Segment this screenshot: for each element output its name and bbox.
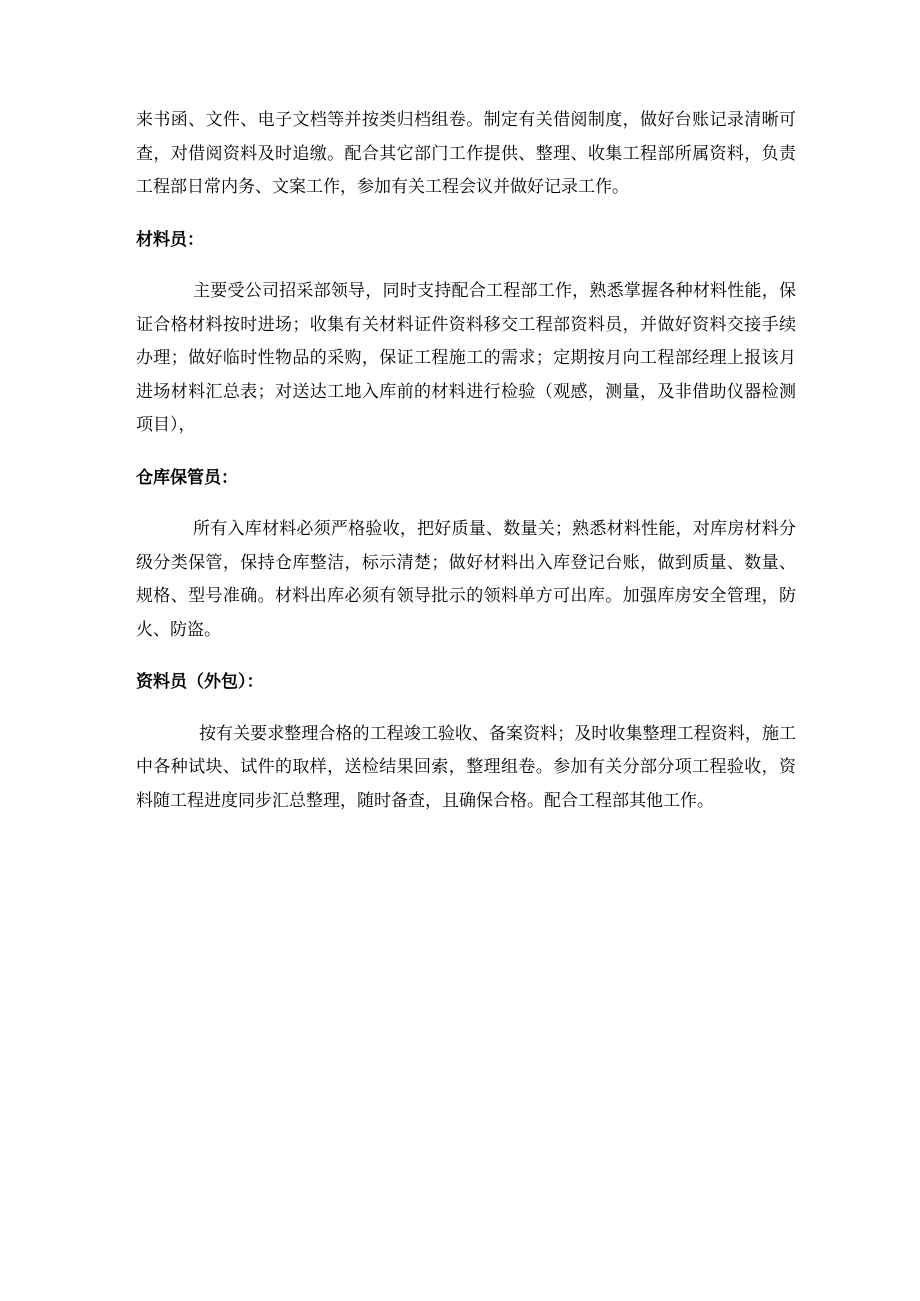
- section-body-warehouse-keeper: 所有入库材料必须严格验收，把好质量、数量关；熟悉材料性能，对库房材料分级分类保管，保持仓库整洁，标示清楚；做好材料出入库登记台账，做到质量、数量、规格、型号准确。材料出库必须有领导批示的领料单方可出库。加强库房安全管理，防火、防盗。: [136, 519, 796, 640]
- section-heading-warehouse-keeper: 仓库保管员：: [136, 467, 238, 488]
- section-heading-documentation-clerk: 资料员（外包）：: [136, 672, 264, 692]
- intro-paragraph: 来书函、文件、电子文档等并按类归档组卷。制定有关借阅制度，做好台账记录清晰可查，对借阅资料及时追缴。配合其它部门工作提供、整理、收集工程部所属资料，负责工程部日常内务、文案工作，参加有关工程会议并做好记录工作。: [136, 110, 796, 197]
- section-heading-material-clerk: 材料员：: [136, 229, 204, 250]
- document-body: [136, 104, 796, 818]
- section-body-documentation-clerk: 按有关要求整理合格的工程竣工验收、备案资料；及时收集整理工程资料，施工中各种试块、试件的取样，送检结果回索，整理组卷。参加有关分部分项工程验收，资料随工程进度同步汇总整理，随时备查，且确保合格。配合工程部其他工作。: [136, 723, 796, 811]
- section-body-material-clerk: 主要受公司招采部领导，同时支持配合工程部工作，熟悉掌握各种材料性能，保证合格材料按时进场；收集有关材料证件资料移交工程部资料员，并做好资料交接手续办理；做好临时性物品的采购，保证工程施工的需求；定期按月向工程部经理上报该月进场材料汇总表；对送达工地入库前的材料进行检验（观感，测量，及非借助仪器检测项目），: [136, 281, 796, 435]
